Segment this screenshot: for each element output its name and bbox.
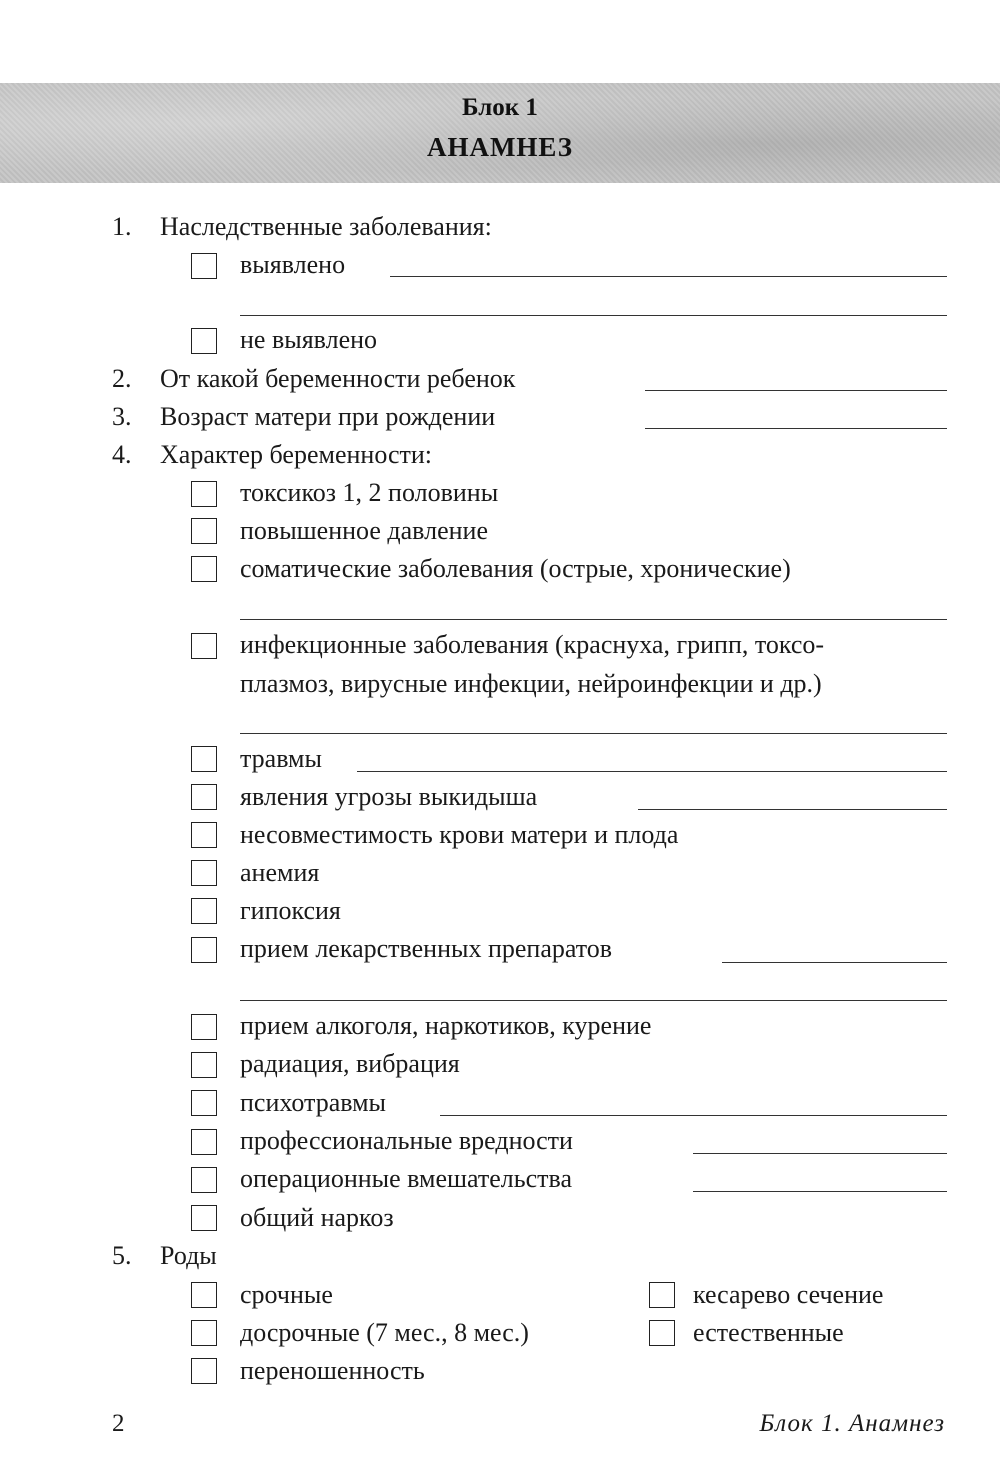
- q2-answer-line[interactable]: [645, 390, 947, 391]
- q1-detected-line-2[interactable]: [240, 315, 947, 316]
- q4-toxicosis-label: токсикоз 1, 2 половины: [240, 478, 499, 507]
- q4-trauma-label: травмы: [240, 744, 322, 773]
- q4-infectious-line[interactable]: [240, 733, 947, 734]
- q4-anesthesia-checkbox[interactable]: [191, 1205, 217, 1231]
- q4-surgery-checkbox[interactable]: [191, 1167, 217, 1193]
- q1-detected-label: выявлено: [240, 250, 346, 279]
- q4-medication-line-2[interactable]: [240, 1000, 947, 1001]
- q4-medication-label: прием лекарственных препаратов: [240, 934, 613, 963]
- q4-occupational-checkbox[interactable]: [191, 1129, 217, 1155]
- q5-cesarean-label: кесарево сечение: [693, 1280, 884, 1309]
- block-title: АНАМНЕЗ: [426, 132, 574, 162]
- q5-cesarean-checkbox[interactable]: [649, 1282, 675, 1308]
- q5-label: Роды: [160, 1241, 217, 1270]
- q4-somatic-line[interactable]: [240, 619, 947, 620]
- q3-number: 3.: [112, 402, 132, 431]
- q4-number: 4.: [112, 440, 132, 469]
- q1-label: Наследственные заболевания:: [160, 212, 492, 241]
- q4-anemia-checkbox[interactable]: [191, 860, 217, 886]
- q4-alcohol-checkbox[interactable]: [191, 1014, 217, 1040]
- q4-alcohol-label: прием алкоголя, наркотиков, курение: [240, 1011, 652, 1040]
- q4-trauma-checkbox[interactable]: [191, 746, 217, 772]
- q4-medication-checkbox[interactable]: [191, 937, 217, 963]
- block-header: [0, 83, 1000, 183]
- q4-miscarriage-threat-label: явления угрозы выкидыша: [240, 782, 538, 811]
- q2-label: От какой беременности ребенок: [160, 364, 516, 393]
- q4-hypoxia-checkbox[interactable]: [191, 898, 217, 924]
- q4-miscarriage-threat-checkbox[interactable]: [191, 784, 217, 810]
- q5-preterm-label: досрочные (7 мес., 8 мес.): [240, 1318, 529, 1347]
- q4-radiation-label: радиация, вибрация: [240, 1049, 460, 1078]
- q4-occupational-label: профессиональные вредности: [240, 1126, 573, 1155]
- q4-psychotrauma-label: психотравмы: [240, 1088, 387, 1117]
- running-footer-title: Блок 1. Анамнез: [759, 1410, 945, 1437]
- q4-high-pressure-label: повышенное давление: [240, 516, 488, 545]
- q5-natural-label: естественные: [693, 1318, 844, 1347]
- q4-infectious-checkbox[interactable]: [191, 633, 217, 659]
- q4-trauma-line[interactable]: [357, 771, 947, 772]
- q5-number: 5.: [112, 1241, 132, 1270]
- q4-medication-line[interactable]: [722, 962, 947, 963]
- q5-preterm-checkbox[interactable]: [191, 1320, 217, 1346]
- q5-natural-checkbox[interactable]: [649, 1320, 675, 1346]
- q4-label: Характер беременности:: [160, 440, 433, 469]
- q4-occupational-line[interactable]: [693, 1153, 947, 1154]
- q4-blood-incompatibility-checkbox[interactable]: [191, 822, 217, 848]
- q3-label: Возраст матери при рождении: [160, 402, 496, 431]
- q1-not-detected-checkbox[interactable]: [191, 328, 217, 354]
- q4-psychotrauma-line[interactable]: [440, 1115, 947, 1116]
- q4-psychotrauma-checkbox[interactable]: [191, 1090, 217, 1116]
- q4-infectious-label: инфекционные заболевания (краснуха, грипп, токсо-: [240, 630, 825, 659]
- q4-hypoxia-label: гипоксия: [240, 896, 341, 925]
- q5-term-label: срочные: [240, 1280, 333, 1309]
- q5-term-checkbox[interactable]: [191, 1282, 217, 1308]
- block-number: Блок 1: [462, 94, 538, 121]
- q4-surgery-label: операционные вмешательства: [240, 1164, 572, 1193]
- q1-not-detected-label: не выявлено: [240, 325, 378, 354]
- q4-infectious-label-cont: плазмоз, вирусные инфекции, нейроинфекции и др.): [240, 669, 822, 698]
- q5-postterm-label: переношенность: [240, 1356, 425, 1385]
- q4-blood-incompatibility-label: несовместимость крови матери и плода: [240, 820, 679, 849]
- q1-detected-checkbox[interactable]: [191, 253, 217, 279]
- q4-somatic-checkbox[interactable]: [191, 556, 217, 582]
- q4-surgery-line[interactable]: [693, 1191, 947, 1192]
- q1-detected-line[interactable]: [390, 276, 947, 277]
- page-number: 2: [112, 1410, 125, 1437]
- q1-number: 1.: [112, 212, 132, 241]
- q4-miscarriage-threat-line[interactable]: [638, 809, 947, 810]
- q4-somatic-label: соматические заболевания (острые, хронические): [240, 554, 791, 583]
- q3-answer-line[interactable]: [645, 428, 947, 429]
- q4-toxicosis-checkbox[interactable]: [191, 481, 217, 507]
- q5-postterm-checkbox[interactable]: [191, 1358, 217, 1384]
- q4-anesthesia-label: общий наркоз: [240, 1203, 394, 1232]
- q4-radiation-checkbox[interactable]: [191, 1052, 217, 1078]
- q4-anemia-label: анемия: [240, 858, 320, 887]
- q2-number: 2.: [112, 364, 132, 393]
- q4-high-pressure-checkbox[interactable]: [191, 518, 217, 544]
